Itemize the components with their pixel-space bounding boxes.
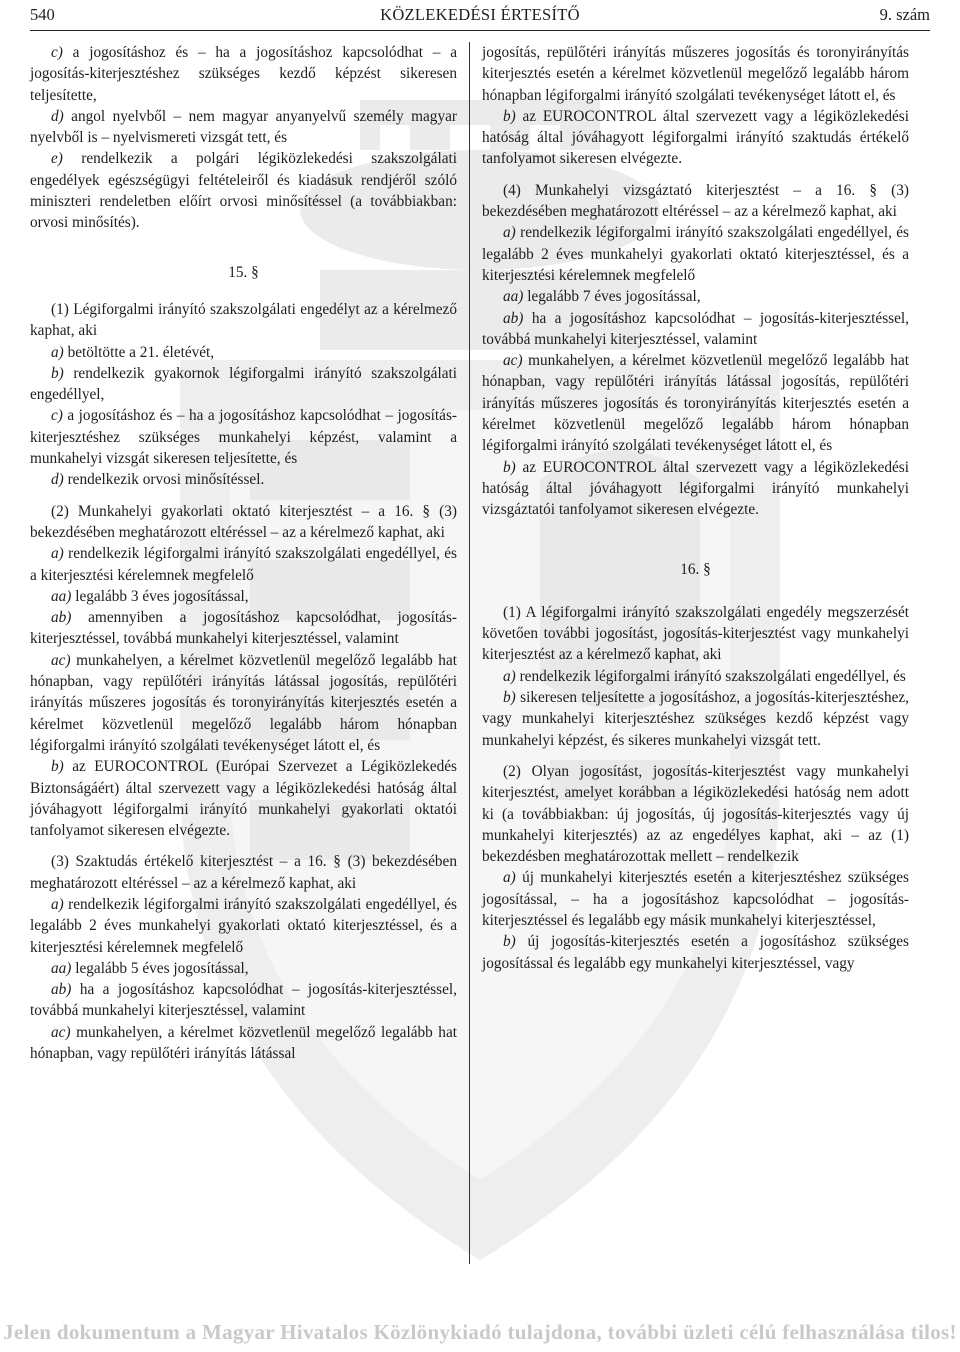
item-ac: ac) munkahelyen, a kérelmet közvetlenül megelőző legalább hat hónapban, vagy repülőtéri irányítás látással jogosítás, repülőtéri irányítás műszeres jogosítás és toronyirányítás kiterjesztés esetén a kérelmet közvetlenül megelőző legalább három hónapban légiforgalmi irányító szolgálati tevékenységet látott el, és xyxy=(30,651,457,754)
item-a: a) betöltötte a 21. életévét, xyxy=(51,343,215,361)
paragraph-15-4: (4) Munkahelyi vizsgáztató kiterjesztést – a 16. § (3) bekezdésében meghatározott eltéréssel – az a kérelmező kaphat, aki xyxy=(482,181,909,221)
item-b: b) sikeresen teljesítette a jogosításhoz, a jogosítás-kiterjesztéshez, vagy munkahelyi kiterjesztéshez szükséges kezdő képzést vagy munkahelyi képzést, és sikeres munkahelyi vizsgát tett. xyxy=(482,689,909,749)
item-aa: aa) legalább 3 éves jogosítással, xyxy=(51,587,249,605)
page-header xyxy=(30,4,930,30)
column-divider xyxy=(469,42,470,1264)
item-b: b) új jogosítás-kiterjesztés esetén a jogosításhoz szükséges jogosítással és legalább egy munkahelyi kiterjesztéssel, vagy xyxy=(482,933,909,972)
item-b: b) az EUROCONTROL (Európai Szervezet a Légiközlekedés Biztonságáért) által szervezett vagy a légiközlekedési hatóság által jóváhagyott légiforgalmi irányító munkahelyi gyakorlati oktatói tanfolyamot sikeresen elvégezte. xyxy=(30,758,457,840)
issue-number: 9. szám xyxy=(879,5,930,24)
item-b: b) az EUROCONTROL által szervezett vagy a légiközlekedési hatóság által jóváhagyott légiforgalmi irányító munkahelyi vizsgáztatói tanfolyamot sikeresen elvégezte. xyxy=(482,458,909,519)
item-a: a) rendelkezik légiforgalmi irányító szakszolgálati engedéllyel, és legalább 2 éves munkahelyi gyakorlati oktató kiterjesztéssel, és a kiterjesztési kérelemnek megfelelő xyxy=(30,895,457,956)
item-ab: ab) amennyiben a jogosításhoz kapcsolódhat, jogosítás-kiterjesztéssel, továbbá munkahelyi kiterjesztéssel, valamint xyxy=(30,609,458,648)
paragraph-16-1: (1) A légiforgalmi irányító szakszolgálati engedély megszerzését követően további jogosítást, jogosítás-kiterjesztést vagy munkahelyi kiterjesztést az a kérelmező kaphat, aki xyxy=(482,603,909,664)
item-b: b) az EUROCONTROL által szervezett vagy a légiközlekedési hatóság által jóváhagyott légiforgalmi irányító szaktudás értékelő tanfolyamot sikeresen elvégezte. xyxy=(482,107,909,168)
item-c: c) a jogosításhoz és – ha a jogosításhoz kapcsolódhat – a jogosítás-kiterjesztéshez szükséges kezdő képzést sikeresen teljesítette, xyxy=(30,44,457,104)
item-d: d) rendelkezik orvosi minősítéssel. xyxy=(51,471,265,489)
item-ab: ab) ha a jogosításhoz kapcsolódhat – jogosítás-kiterjesztéssel, továbbá munkahelyi kiterjesztéssel, valamint xyxy=(482,309,909,348)
item-a: a) új munkahelyi kiterjesztés esetén a kiterjesztéshez szükséges jogosítással, – ha a jogosításhoz kapcsolódhat – jogosítás-kiterjesztéssel és legalább egy másik munkahelyi kiterjesztéssel, xyxy=(482,869,910,929)
journal-title: KÖZLEKEDÉSI ÉRTESÍTŐ xyxy=(380,5,580,24)
paragraph-15-3: (3) Szaktudás értékelő kiterjesztést – a 16. § (3) bekezdésében meghatározott eltéréssel – az a kérelmező kaphat, aki xyxy=(30,853,457,892)
item-aa: aa) legalább 7 éves jogosítással, xyxy=(503,288,701,306)
item-a: a) rendelkezik légiforgalmi irányító szakszolgálati engedéllyel, és a kiterjesztési kérelemnek megfelelő xyxy=(30,545,457,584)
right-column xyxy=(482,42,909,974)
paragraph-16-2: (2) Olyan jogosítást, jogosítás-kiterjesztést vagy munkahelyi kiterjesztést, amelyet korábban a légiközlekedési hatóság nem adott ki (a továbbiakban: új jogosítás, új jogosítás-kiterjesztés vagy új munkahelyi kiterjesztés) az az engedélyes kaphat, aki – az (1) bekezdésben meghatározottak mellett – rendelkezik xyxy=(482,762,909,866)
header-divider xyxy=(30,30,930,31)
item-ac: ac) munkahelyen, a kérelmet közvetlenül megelőző legalább hat hónapban, vagy repülőtéri irányítás látással jogosítás, repülőtéri irányítás műszeres jogosítás és toronyirányítás kiterjesztés esetén a kérelmet közvetlenül megelőző legalább három hónapban légiforgalmi irányító szolgálati tevékenységet látott el, és xyxy=(482,352,909,455)
item-a: a) rendelkezik légiforgalmi irányító szakszolgálati engedéllyel, és xyxy=(503,667,906,685)
item-aa: aa) legalább 5 éves jogosítással, xyxy=(51,959,249,977)
page-number: 540 xyxy=(30,5,55,24)
item-a: a) rendelkezik légiforgalmi irányító szakszolgálati engedéllyel, és legalább 2 éves munkahelyi gyakorlati oktató kiterjesztéssel, és a kiterjesztési kérelemnek megfelelő xyxy=(482,224,909,284)
item-c: c) a jogosításhoz és – ha a jogosításhoz kapcsolódhat – jogosítás-kiterjesztéshez szükséges munkahelyi képzést, valamint a munkahelyi vizsgát sikeresen teljesítette, és xyxy=(30,407,458,468)
item-e: e) rendelkezik a polgári légiközlekedési szakszolgálati engedélyek egészségügyi feltételeiről és kiadásuk rendjéről szóló miniszteri rendeletben előírt orvosi minősítéssel (a továbbiakban: orvosi minősítés). xyxy=(30,150,457,232)
item-b: b) rendelkezik gyakornok légiforgalmi irányító szakszolgálati engedéllyel, xyxy=(30,364,458,404)
section-heading-16: 16. § xyxy=(680,560,711,578)
item-d: d) angol nyelvből – nem magyar anyanyelvű személy magyar nyelvből is – nyelvismereti vizsgát tett, és xyxy=(30,107,457,147)
item-ac-continued: jogosítás, repülőtéri irányítás műszeres jogosítás és toronyirányítás kiterjesztés esetén a kérelmet közvetlenül megelőző legalább három hónapban légiforgalmi irányító szolgálati tevékenységet látott el, és xyxy=(482,44,909,104)
item-ab: ab) ha a jogosításhoz kapcsolódhat – jogosítás-kiterjesztéssel, továbbá munkahelyi kiterjesztéssel, valamint xyxy=(30,981,457,1020)
paragraph-15-1: (1) Légiforgalmi irányító szakszolgálati engedélyt az a kérelmező kaphat, aki xyxy=(30,300,457,340)
section-heading-15: 15. § xyxy=(228,263,259,281)
paragraph-15-2: (2) Munkahelyi gyakorlati oktató kiterjesztést – a 16. § (3) bekezdésében meghatározott eltéréssel – az a kérelmező kaphat, aki xyxy=(30,502,457,541)
item-ac: ac) munkahelyen, a kérelmet közvetlenül megelőző legalább hat hónapban, vagy repülőtéri irányítás látással xyxy=(30,1023,457,1063)
left-column xyxy=(30,42,457,1064)
footer-notice: Jelen dokumentum a Magyar Hivatalos Közlönykiadó tulajdona, további üzleti célú felhasználása tilos! xyxy=(3,1320,957,1344)
